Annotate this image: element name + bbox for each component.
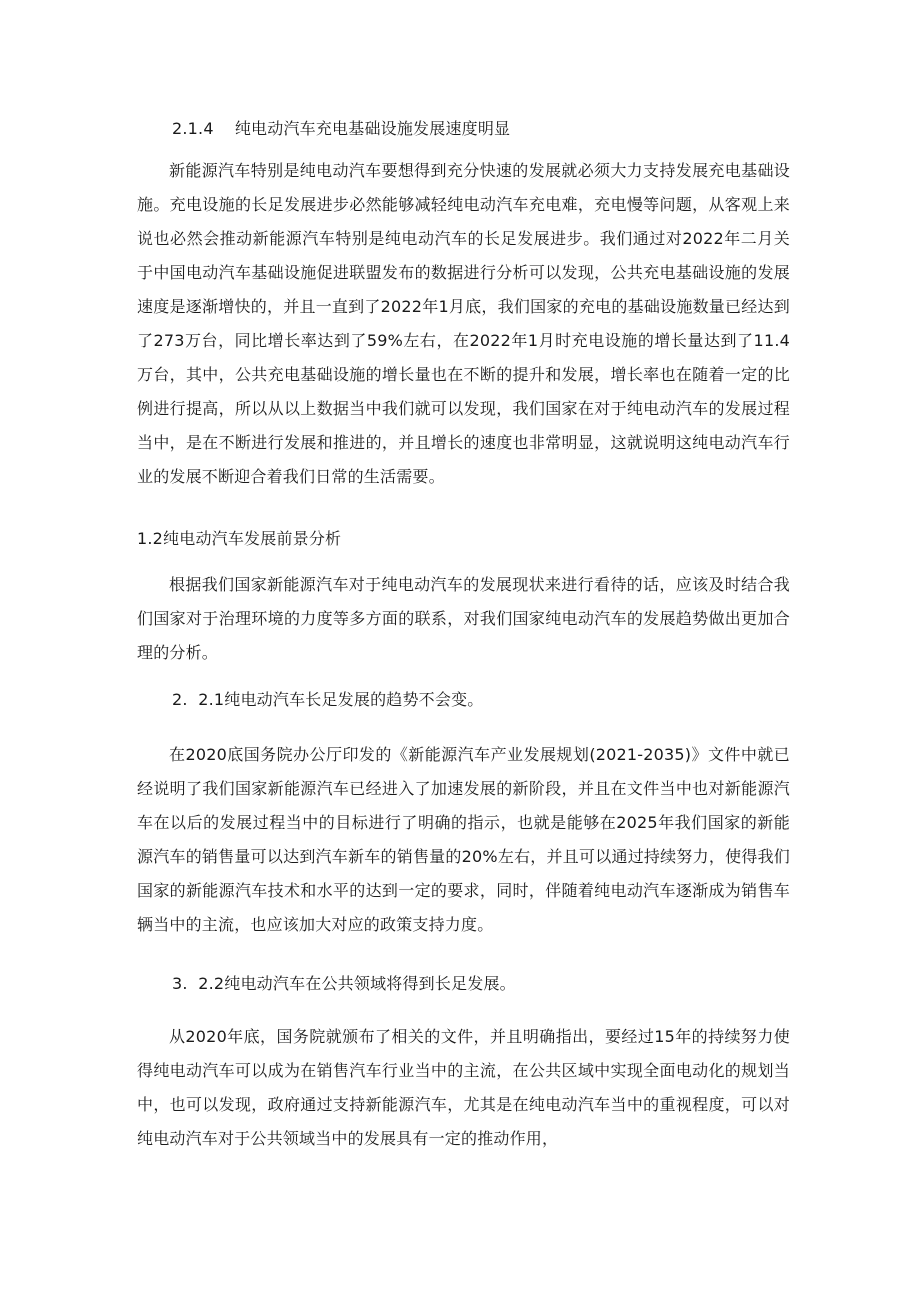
section-heading-2-1-4: 2.1.4 纯电动汽车充电基础设施发展速度明显	[172, 119, 511, 138]
section-heading-2-2-1: 2. 2.1纯电动汽车长足发展的趋势不会变。	[172, 690, 484, 709]
paragraph-development-trend: 在2020底国务院办公厅印发的《新能源汽车产业发展规划(2021-2035)》文件中就已经说明了我们国家新能源汽车已经进入了加速发展的新阶段，并且在文件当中也对新能源汽车在以后的发展过程当中的目标进行了明确的指示，也就是能够在2025年我们国家的新能源汽车的销售量可以达到汽车新车的销售量的20%左右，并且可以通过持续努力，使得我们国家的新能源汽车技术和水平的达到一定的要求，同时，伴随着纯电动汽车逐渐成为销售车辆当中的主流，也应该加大对应的政策支持力度。	[137, 745, 790, 934]
paragraph-prospect-analysis: 根据我们国家新能源汽车对于纯电动汽车的发展现状来进行看待的话，应该及时结合我们国家对于治理环境的力度等多方面的联系，对我们国家纯电动汽车的发展趋势做出更加合理的分析。	[137, 575, 790, 662]
section-heading-1-2: 1.2纯电动汽车发展前景分析	[137, 529, 342, 548]
paragraph-public-domain: 从2020年底，国务院就颁布了相关的文件，并且明确指出，要经过15年的持续努力使得纯电动汽车可以成为在销售汽车行业当中的主流，在公共区域中实现全面电动化的规划当中，也可以发现，政府通过支持新能源汽车，尤其是在纯电动汽车当中的重视程度，可以对纯电动汽车对于公共领域当中的发展具有一定的推动作用，	[137, 1027, 790, 1148]
section-heading-2-2-2: 3. 2.2纯电动汽车在公共领域将得到长足发展。	[172, 974, 516, 993]
paragraph-charging-infrastructure: 新能源汽车特别是纯电动汽车要想得到充分快速的发展就必须大力支持发展充电基础设施。充电设施的长足发展进步必然能够减轻纯电动汽车充电难，充电慢等问题，从客观上来说也必然会推动新能源汽车特别是纯电动汽车的长足发展进步。我们通过对2022年二月关于中国电动汽车基础设施促进联盟发布的数据进行分析可以发现，公共充电基础设施的发展速度是逐渐增快的，并且一直到了2022年1月底，我们国家的充电的基础设施数量已经达到了273万台，同比增长率达到了59%左右，在2022年1月时充电设施的增长量达到了11.4万台，其中，公共充电基础设施的增长量也在不断的提升和发展，增长率也在随着一定的比例进行提高，所以从以上数据当中我们就可以发现，我们国家在对于纯电动汽车的发展过程当中，是在不断进行发展和推进的，并且增长的速度也非常明显，这就说明这纯电动汽车行业的发展不断迎合着我们日常的生活需要。	[137, 161, 790, 486]
